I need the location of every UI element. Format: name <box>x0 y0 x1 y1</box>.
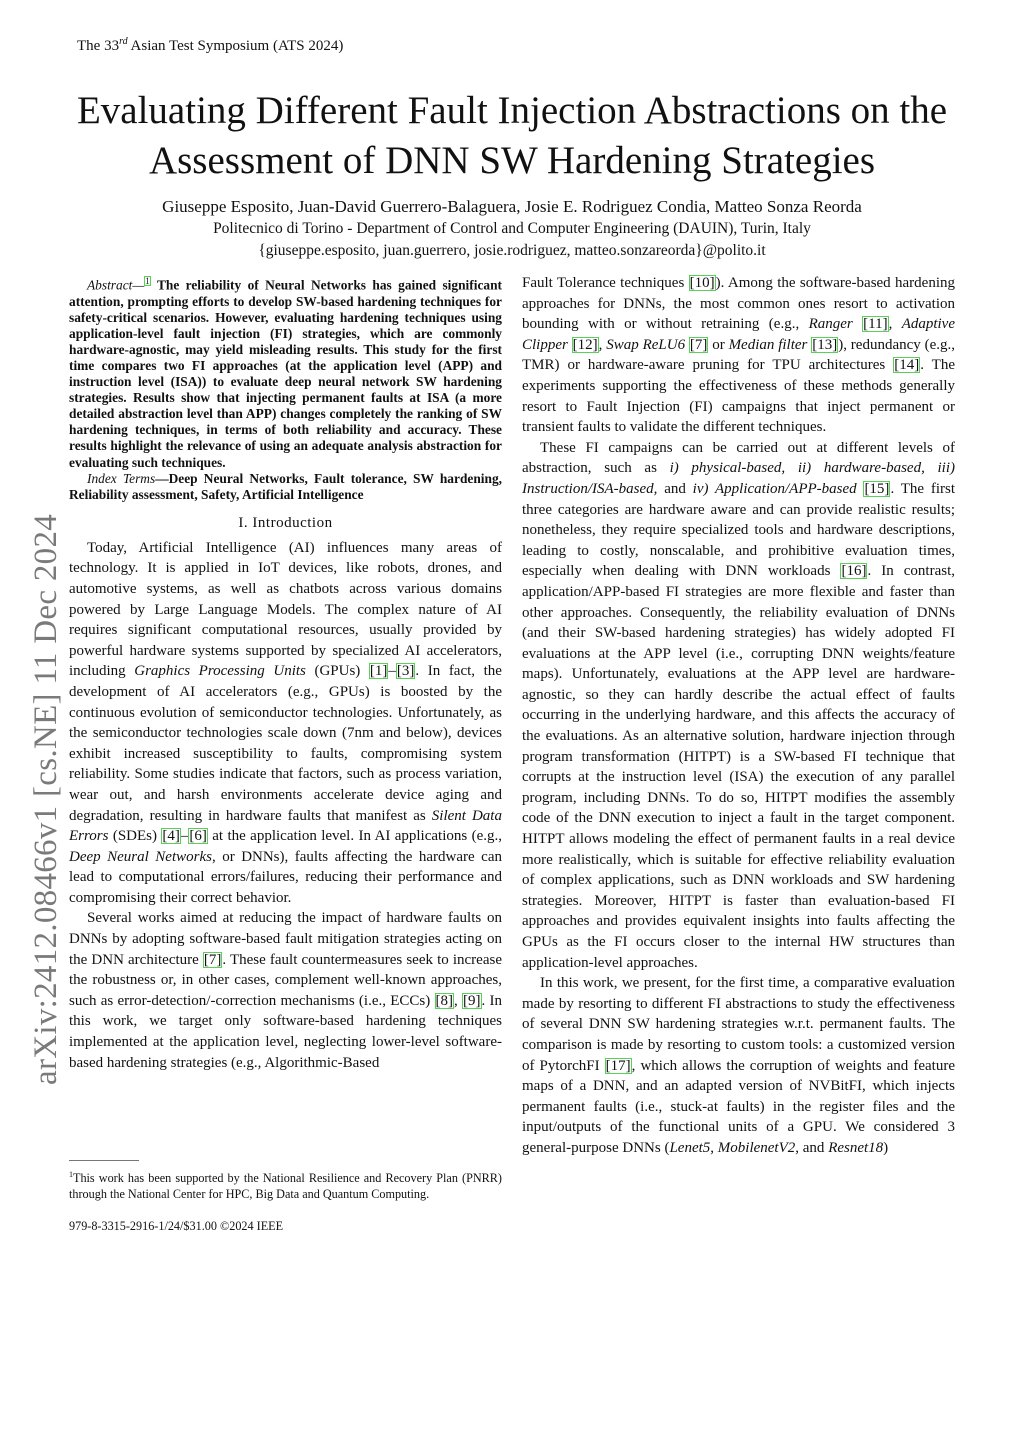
right-paragraph-1: Fault Tolerance techniques [10]). Among the software-based hardening approaches for DNNs, the most common ones resort to activation bounding with or without retraining (e.g., Ranger [11], Adaptive Clipper [12], Swap ReLU6 [7] or Median filter [13]), redundancy (e.g., TMR) or hardware-aware pruning for TPU architectures [14]. The experiments supporting the effectiveness of these methods generally resort to Fault Injection (FI) campaigns that inject permanent or transient faults to validate the different techniques. <box>522 275 956 436</box>
citation-link[interactable]: [9] <box>463 992 481 1009</box>
abstract: Abstract—$^1$ The reliability of Neural Networks has gained significant attention, prompting efforts to develop SW-based hardening techniques for safety-critical scenarios. However, evaluating hardening techniques using application-level fault injection (FI) strategies, which are commonly hardware-agnostic, may yield misleading results. This study for the first time compares two FI approaches (at the application level (APP) and instruction level (ISA)) to evaluate deep neural network SW hardening strategies. Results show that injecting permanent faults at ISA (a more detailed abstraction level than APP) changes completely the ranking of SW hardening techniques, in terms of both reliability and accuracy. These results highlight the relevance of using an adequate analysis abstraction for evaluating such techniques. <box>69 276 502 470</box>
citation-link[interactable]: [13] <box>812 336 838 353</box>
citation-link[interactable]: [7] <box>689 336 708 353</box>
citation-link[interactable]: [16] <box>841 563 867 580</box>
citation-link[interactable]: [14] <box>894 357 920 374</box>
citation-link[interactable]: [8] <box>435 992 453 1009</box>
right-paragraph-2: These FI campaigns can be carried out at different levels of abstraction, such as i) physical-based, ii) hardware-based, iii) Instruction/ISA-based, and iv) Application/APP-based [15]. The first three categories are hardware aware and can provide realistic results; nonetheless, they require specialized tools and hardware descriptions, leading to costly, nonscalable, and prohibitive evaluation times, especially when dealing with DNN workloads [16]. In contrast, application/APP-based FI strategies are more flexible and faster than other approaches. Consequently, the reliability evaluation of DNNs (and their SW-based hardening strategies) has widely adopted FI evaluations at the APP level (i.e., corrupting DNN weights/feature maps). Unfortunately, evaluations at the APP level are hardware-agnostic, so they can hardly describe the actual effect of faults occurring in the underlying hardware, and this affects the accuracy of the evaluations. As an alternative solution, hardware injection through program transformation (HITPT) is a SW-based FI technique that corrupts at the instruction level (ISA) the execution of any parallel program, including DNNs. To do so, HITPT modifies the assembly code of the DNN execution to inject a fault in the target component. HITPT allows modeling the effect of permanent faults in a real device more realistically, which is suitable for effective reliability evaluation of complex applications, such as DNN workloads and SW hardening strategies. Moreover, HITPT is faster than evaluation-based FI approaches and provides equivalent insights into faults affecting the GPUs as the FI occurs closer to the internal HW structures than application-level approaches. <box>522 439 955 971</box>
paper-title: Evaluating Different Fault Injection Abstractions on the Assessment of DNN SW Hardening Strategies <box>76 89 948 182</box>
citation-link[interactable]: [3] <box>396 663 415 680</box>
copyright-notice: 979-8-3315-2916-1/24/$31.00 ©2024 IEEE <box>69 1219 284 1233</box>
footnote-divider <box>69 1160 139 1161</box>
footnote: $^1$This work has been supported by the National Resilience and Recovery Plan (PNRR) through the National Center for HPC, Big Data and Quantum Computing. <box>69 1170 502 1201</box>
author-emails[interactable]: {giuseppe.esposito, juan.guerrero, josie.rodriguez, matteo.sonzareorda}@polito.it <box>258 242 766 259</box>
intro-paragraph-1: Today, Artificial Intelligence (AI) influences many areas of technology. It is applied in IoT devices, like robots, drones, and automotive systems, as well as chatbots across various domains powered by Large Language Models. The complex nature of AI requires significant computational resources, usually provided by powerful hardware systems supported by specialized AI accelerators, including Graphics Processing Units (GPUs) [1]–[3]. In fact, the development of AI accelerators (e.g., GPUs) is boosted by the continuous evolution of semiconductor technologies. Unfortunately, as the semiconductor technologies scale down (7nm and below), devices exhibit increased susceptibility to faults, compromising system reliability. Some studies indicate that factors, such as process variation, wear out, and harsh environments accelerate device aging and degradation, resulting in hardware faults that manifest as Silent Data Errors (SDEs) [4]–[6] at the application level. In AI applications (e.g., Deep Neural Networks, or DNNs), faults affecting the hardware can lead to computational errors/failures, reducing their performance and compromising their correct behavior. <box>69 539 502 906</box>
right-column <box>522 273 955 1159</box>
citation-link[interactable]: [7] <box>203 951 222 968</box>
right-paragraph-3: In this work, we present, for the first time, a comparative evaluation made by resorting to different FI abstractions to study the effectiveness of several DNN SW hardening strategies w.r.t. permanent faults. The comparison is made by resorting to custom tools: a customized version of PytorchFI [17], which allows the corruption of weights and feature maps of a DNN, and an adapted version of NVBitFI, which injects permanent faults (i.e., stuck-at faults) in the register files and the input/outputs of the functional units of a GPU. We considered 3 general-purpose DNNs (Lenet5, MobilenetV2, and Resnet18) <box>522 975 956 1156</box>
left-column <box>69 273 502 1073</box>
arxiv-identifier: arXiv:2412.08466v1 [cs.NE] 11 Dec 2024 <box>28 513 64 1085</box>
intro-paragraph-2: Several works aimed at reducing the impact of hardware faults on DNNs by adopting software-based fault mitigation strategies acting on the DNN architecture [7]. These fault countermeasures seek to increase the robustness or, in other cases, complement well-known approaches, such as error-detection/-correction mechanisms (i.e., ECCs) [8], [9]. In this work, we target only software-based hardening techniques implemented at the application level, neglecting lower-level software-based hardening strategies (e.g., Algorithmic-Based <box>69 910 502 1071</box>
citation-link[interactable]: [12] <box>572 336 598 353</box>
author-list: Giuseppe Esposito, Juan-David Guerrero-Balaguera, Josie E. Rodriguez Condia, Matteo Sonza Reorda <box>162 197 862 216</box>
citation-link[interactable]: [6] <box>189 828 207 845</box>
conference-header: The 33rd Asian Test Symposium (ATS 2024) <box>77 36 344 54</box>
citation-link[interactable]: [11] <box>863 316 888 333</box>
citation-link[interactable]: [1] <box>369 663 388 680</box>
citation-link[interactable]: [4] <box>162 828 180 845</box>
citation-link[interactable]: [17] <box>605 1057 631 1074</box>
footnote-link[interactable]: 1 <box>145 276 150 286</box>
citation-link[interactable]: [10] <box>689 275 715 291</box>
section-heading-introduction: I. Introduction <box>238 514 333 531</box>
index-terms: Index Terms—Deep Neural Networks, Fault tolerance, SW hardening, Reliability assessment, Safety, Artificial Intelligence <box>69 470 502 502</box>
affiliation: Politecnico di Torino - Department of Control and Computer Engineering (DAUIN), Turin, Italy <box>213 220 811 237</box>
citation-link[interactable]: [15] <box>864 480 890 497</box>
